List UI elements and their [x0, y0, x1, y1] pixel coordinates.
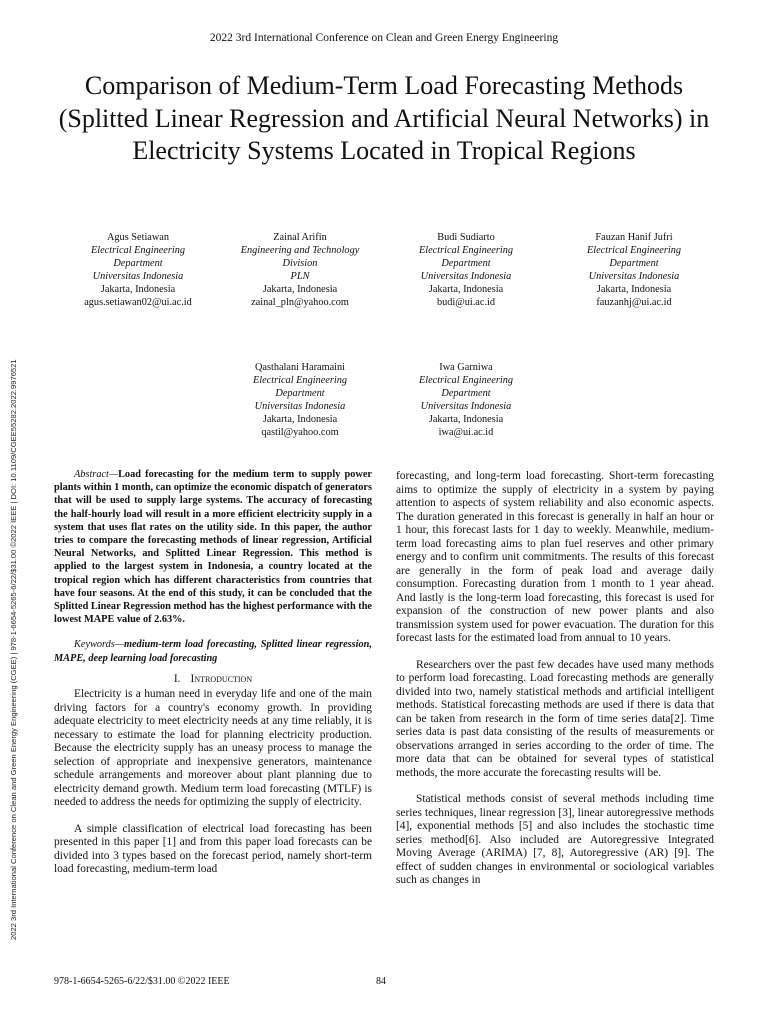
abstract: [54, 468, 372, 626]
author-organization: Universitas Indonesia: [92, 271, 184, 282]
author-name: Fauzan Hanif Jufri: [595, 232, 673, 243]
author-affiliation: Division: [282, 258, 318, 269]
body-paragraph: Statistical methods consist of several methods including time series techniques, linear regression [3], linear autoregressive methods [4], exponential methods [5] and also includes the stochastic time series method[6]. Also included are Autoregressive Integrated Moving Average (ARIMA) [7, 8], Autoregressive (AR) [9]. The effect of sudden changes in environmental or sociological variables such as changes in: [396, 793, 714, 886]
section-number: I.: [173, 672, 181, 685]
keywords: [54, 638, 372, 664]
author-email[interactable]: fauzanhj@ui.ac.id: [596, 297, 672, 308]
author-block: [382, 361, 550, 439]
author-affiliation: Department: [441, 258, 491, 269]
author-affiliation: Electrical Engineering: [418, 245, 514, 256]
author-organization: Universitas Indonesia: [254, 401, 346, 412]
author-email[interactable]: agus.setiawan02@ui.ac.id: [84, 297, 192, 308]
author-affiliation: Electrical Engineering: [252, 375, 348, 386]
author-affiliation: Department: [113, 258, 163, 269]
author-name: Zainal Arifin: [273, 232, 327, 243]
author-name: Qasthalani Haramaini: [254, 362, 346, 373]
author-affiliation: Department: [441, 388, 491, 399]
right-column: [396, 470, 714, 888]
author-name: Budi Sudiarto: [437, 232, 495, 243]
author-email[interactable]: qastil@yahoo.com: [261, 427, 339, 438]
author-organization: Universitas Indonesia: [588, 271, 680, 282]
author-organization: Universitas Indonesia: [420, 401, 512, 412]
author-name: Agus Setiawan: [106, 232, 170, 243]
author-affiliation: Department: [609, 258, 659, 269]
author-block: [216, 361, 384, 439]
author-block: [550, 231, 718, 309]
section-title: Introduction: [190, 672, 253, 685]
author-email[interactable]: iwa@ui.ac.id: [438, 427, 494, 438]
author-organization: Universitas Indonesia: [420, 271, 512, 282]
paper-title: Comparison of Medium-Term Load Forecasting Methods (Splitted Linear Regression and Artificial Neural Networks) in Electricity Systems Located in Tropical Regions: [58, 71, 710, 165]
section-heading: [54, 673, 372, 687]
author-city: Jakarta, Indonesia: [428, 414, 504, 425]
author-block: [54, 231, 222, 309]
footer-isbn: 978-1-6654-5265-6/22/$31.00 ©2022 IEEE: [54, 976, 230, 987]
abstract-lead: Abstract—: [74, 469, 119, 480]
author-name: Iwa Garniwa: [439, 362, 493, 373]
author-email[interactable]: budi@ui.ac.id: [436, 297, 496, 308]
keywords-lead: Keywords—: [74, 639, 124, 651]
author-affiliation: Electrical Engineering: [586, 245, 682, 256]
abstract-text: Load forecasting for the medium term to supply power plants within 1 month, can optimize the economic dispatch of generators that will be used to supply large systems. The accuracy of forecasting the half-hourly load will result in a more efficient electricity supply in a system that uses flat rates on the utility side. In this paper, the author tries to compare the forecasting methods of linear regression, Artificial Neural Networks, and Splitted Linear Regression. This method is applied to the largest system in Indonesia, a country located at the tropical region which has different characteristics from countries that have four seasons. At the end of this study, it can be concluded that the Splitted Linear Regression method has the highest performance with the lowest MAPE value of 2.63%.: [54, 469, 372, 626]
author-email[interactable]: zainal_pln@yahoo.com: [251, 297, 349, 308]
author-city: Jakarta, Indonesia: [262, 414, 338, 425]
author-block: [382, 231, 550, 309]
conference-header: 2022 3rd International Conference on Clean and Green Energy Engineering: [209, 32, 559, 44]
author-city: Jakarta, Indonesia: [596, 284, 672, 295]
author-organization: PLN: [290, 271, 310, 282]
author-affiliation: Electrical Engineering: [90, 245, 186, 256]
body-paragraph: Researchers over the past few decades have used many methods to perform load forecasting. Load forecasting methods are generally divided into two, namely statistical methods and artificial intelligent methods. Statistical forecasting methods are used if there is data that can be taken from research in the form of time series data[2]. Time series data is past data consisting of the results of measurements or observations arranged in series according to the order of time. The more data that can be obtained for several types of statistical methods, the more accurate the forecasting results will be.: [396, 658, 714, 779]
author-affiliation: Department: [275, 388, 325, 399]
author-affiliation: Engineering and Technology: [240, 245, 360, 256]
author-city: Jakarta, Indonesia: [100, 284, 176, 295]
side-identifier: 2022 3rd International Conference on Clean and Green Energy Engineering (CGEE) | 978-1-6654-5265-6/22/$31.00 ©2022 IEEE | DOI: 10.1109/CGEE55282.2022.9976521: [9, 359, 18, 940]
author-city: Jakarta, Indonesia: [428, 284, 504, 295]
body-paragraph: forecasting, and long-term load forecasting. Short-term forecasting aims to optimize the supply of electricity in a system by paying attention to aspects of system reliability and also economic aspects. The duration generated in this forecast is generally in half an hour or 1 hour, this forecast lasts for 1 day to weekly. Meanwhile, medium-term load forecasting aims to plan fuel reserves and other primary energy and to confirm unit commitments. The results of this forecast are generally in the form of peak load and average daily consumption. Forecasting duration from 1 month to 1 year ahead. And lastly is the long-term load forecasting, this forecast is used for expansion of the construction of new power plants and also transmission system used for power evacuation. The duration for this forecast lasts for the estimated load from annual to 10 years.: [396, 470, 714, 644]
page-number: 84: [376, 976, 386, 987]
keywords-text: medium-term load forecasting, Splitted linear regression, MAPE, deep learning load forecasting: [54, 639, 372, 664]
author-affiliation: Electrical Engineering: [418, 375, 514, 386]
author-block: [216, 231, 384, 309]
body-paragraph: A simple classification of electrical load forecasting has been presented in this paper [1] and from this paper load forecasts can be divided into 3 types based on the forecast period, namely short-term load forecasting, medium-term load: [54, 822, 372, 876]
left-column: [54, 468, 372, 877]
body-paragraph: Electricity is a human need in everyday life and one of the main driving factors for a country's economy growth. In providing adequate electricity to meet electricity needs at any time reliably, it is necessary to estimate the load for planning electricity production. Because the electricity supply has an uneasy process to manage the selection of appropriate and inexpensive generators, maintenance schedule arrangements and moreover about plant planning due to electricity demand growth. Medium term load forecasting (MTLF) is needed to address the needs for optimizing the supply of electricity.: [54, 688, 372, 809]
author-city: Jakarta, Indonesia: [262, 284, 338, 295]
